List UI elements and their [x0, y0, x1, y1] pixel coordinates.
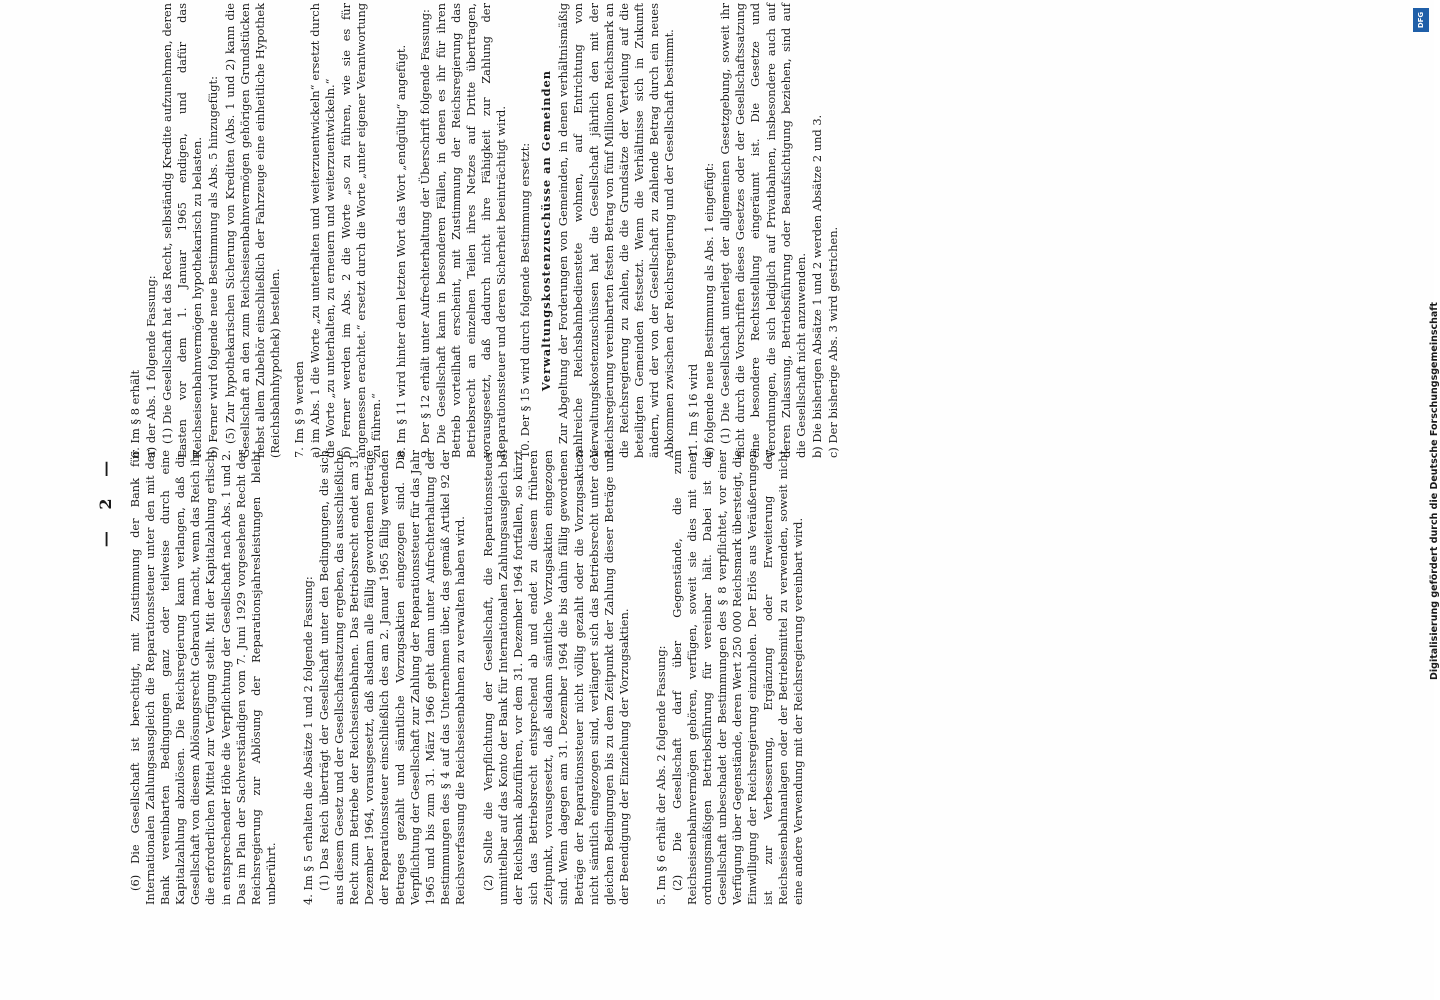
- paragraph: Die Gesellschaft kann in besonderen Fällen, in denen es ihr für ihren Betrieb vorteilhaft erscheint, mit Zustimmung der Reichsregierung das Betriebsrecht an einzelnen Teilen ihres Netzes auf Dritte übertragen, vorausgesetzt, daß dadurch nicht ihre Fähigkeit zur Zahlung der Reparationssteuer und deren Sicherheit beeinträchtigt wird.: [433, 3, 509, 458]
- paragraph: b) Ferner werden im Abs. 2 die Worte „so zu führen, wie sie es für angemessen erachtet.“ ersetzt durch die Worte „unter eigener Verantwortung zu führen.“: [339, 3, 384, 458]
- paragraph: b) Die bisherigen Absätze 1 und 2 werden Absätze 2 und 3.: [809, 114, 824, 458]
- paragraph: (1) Die Gesellschaft unterliegt der allgemeinen Gesetzgebung, soweit ihr nicht durch die Vorschriften dieses Gesetzes oder der Gesellschaftssatzung eine besondere Rechtsstellung eingeräumt ist. Die Gesetze und Verordnungen, die sich lediglich auf Privatbahnen, insbesondere auch auf deren Zulassung, Betriebsführung oder Beaufsichtigung beziehen, sind auf die Gesellschaft nicht anzuwenden.: [718, 3, 808, 458]
- right-text-column: [128, 3, 842, 458]
- section-heading: Verwaltungskostenzuschüsse an Gemeinden: [539, 69, 554, 392]
- paragraph: (1) Die Gesellschaft hat das Recht, selbständig Kredite aufzunehmen, deren Lasten vor dem 1. Januar 1965 endigen, und dafür das Reichseisenbahnvermögen hypothekarisch zu belasten.: [160, 3, 205, 458]
- paragraph-gap: [469, 450, 481, 905]
- paragraph: 7. Im § 9 werden: [291, 361, 306, 458]
- paragraph: 6. Im § 8 erhält: [128, 369, 142, 458]
- paragraph: b) Ferner wird folgende neue Bestimmung als Abs. 5 hinzugefügt:: [206, 76, 221, 458]
- dfg-caption-wrap: [1412, 0, 1440, 1000]
- paragraph: 11. Im § 16 wird: [686, 363, 701, 458]
- page-number: — 2 —: [96, 452, 115, 548]
- paragraph: c) Der bisherige Abs. 3 wird gestrichen.: [825, 226, 840, 458]
- dfg-sidebar: [1410, 0, 1440, 1000]
- paragraph: Zur Abgeltung der Forderungen von Gemeinden, in denen verhältnismäßig zahlreiche Reichsbahnbedienstete wohnen, auf Entrichtung von Verwaltungskostenzuschüssen hat die Gesellschaft jährlich den mit der Reichsregierung vereinbarten festen Betrag von fünf Millionen Reichsmark an die Reichsregierung zu zahlen, die die Grundsätze der Verteilung auf die beteiligten Gemeinden festsetzt. Wenn die Verhältnisse sich in Zukunft ändern, wird der von der Gesellschaft zu zahlende Betrag durch ein neues Abkommen zwischen der Reichsregierung und der Gesellschaft bestimmt.: [556, 3, 676, 458]
- dfg-caption: Digitalisierung gefördert durch die Deutsche Forschungsgemeinschaft: [1429, 302, 1440, 680]
- paragraph: (1) Das Reich überträgt der Gesellschaft unter den Bedingungen, die sich aus diesem Gesetz und der Gesellschaftssatzung ergeben, das ausschließliche Recht zum Betriebe der Reichseisenbahnen. Das Betriebsrecht endet am 31. Dezember 1964, vorausgesetzt, daß alsdann alle fällig gewordenen Beträge der Reparationssteuer einschließlich des am 2. Januar 1965 fällig werdenden Betrages gezahlt und sämtliche Vorzugsaktien eingezogen sind. Die Verpflichtung der Gesellschaft zur Zahlung der Reparationssteuer für das Jahr 1965 und bis zum 31. März 1966 geht dann unter Aufrechterhaltung der Bestimmungen des § 4 auf das Unternehmen über, das gemäß Artikel 92 der Reichsverfassung die Reichseisenbahnen zu verwalten haben wird.: [317, 450, 467, 905]
- paragraph-gap: [633, 450, 645, 905]
- paragraph: a) der Abs. 1 folgende Fassung:: [144, 275, 159, 458]
- paragraph: 9. Der § 12 erhält unter Aufrechterhaltung der Überschrift folgende Fassung:: [417, 9, 432, 458]
- paragraph: (6) Die Gesellschaft ist berechtigt, mit Zustimmung der Bank für Internationalen Zahlungsausgleich die Reparationssteuer unter den mit der Bank vereinbarten Bedingungen ganz oder teilweise durch eine Kapitalzahlung abzulösen. Die Reichsregierung kann verlangen, daß die Gesellschaft von diesem Ablösungsrecht Gebrauch macht, wenn das Reich ihr die erforderlichen Mittel zur Verfügung stellt. Mit der Kapitalzahlung erlischt in entsprechender Höhe die Verpflichtung der Gesellschaft nach Abs. 1 und 2. Das im Plan der Sachverständigen vom 7. Juni 1929 vorgesehene Recht der Reichsregierung zur Ablösung der Reparationsjahresleistungen bleibt unberührt.: [128, 450, 278, 905]
- paragraph: a) folgende neue Bestimmung als Abs. 1 eingefügt:: [702, 162, 717, 458]
- paragraph: 5. Im § 6 erhält der Abs. 2 folgende Fassung:: [653, 645, 668, 905]
- paragraph: (2) Sollte die Verpflichtung der Gesellschaft, die Reparationssteuer unmittelbar auf das Konto der Bank für Internationalen Zahlungsausgleich bei der Reichsbank abzuführen, vor dem 31. Dezember 1964 fortfallen, so kürzt sich das Betriebsrecht entsprechend ab und endet zu diesem früheren Zeitpunkt, vorausgesetzt, daß alsdann sämtliche Vorzugsaktien eingezogen sind. Wenn dagegen am 31. Dezember 1964 die bis dahin fällig gewordenen Beträge der Reparationssteuer nicht völlig gezahlt oder die Vorzugsaktien nicht sämtlich eingezogen sind, verlängert sich das Betriebsrecht unter den gleichen Bedingungen bis zu dem Zeitpunkt der Zahlung dieser Beträge und der Beendigung der Einziehung der Vorzugsaktien.: [480, 450, 631, 905]
- paragraph: 4. Im § 5 erhalten die Absätze 1 und 2 folgende Fassung:: [300, 576, 315, 905]
- left-text-column: [128, 450, 807, 905]
- paragraph: 10. Der § 15 wird durch folgende Bestimmung ersetzt:: [518, 142, 533, 458]
- paragraph: a) im Abs. 1 die Worte „zu unterhalten und weiterzuentwickeln“ ersetzt durch die Worte „zu unterhalten, zu erneuern und weiterzuentwickeln.“: [308, 3, 338, 458]
- paragraph: (5) Zur hypothekarischen Sicherung von Krediten (Abs. 1 und 2) kann die Gesellschaft an den zum Reichseisenbahnvermögen gehörigen Grundstücken nebst allem Zubehör einschließlich der Fahrzeuge eine einheitliche Hypothek (Reichsbahnhypothek) bestellen.: [222, 3, 282, 458]
- paragraph-gap: [280, 450, 292, 905]
- dfg-logo-icon: DFG: [1413, 8, 1429, 32]
- paragraph: (2) Die Gesellschaft darf über Gegenstände, die zum Reichseisenbahnvermögen gehören, verfügen, soweit sie dies mit einer ordnungsmäßigen Betriebsführung für vereinbar hält. Dabei ist die Gesellschaft unbeschadet der Bestimmungen des § 8 verpflichtet, vor einer Verfügung über Gegenstände, deren Wert 250 000 Reichsmark übersteigt, die Einwilligung der Reichsregierung einzuholen. Der Erlös aus Veräußerungen ist zur Verbesserung, Ergänzung oder Erweiterung der Reichseisenbahnanlagen oder der Betriebsmittel zu verwenden, soweit nicht eine andere Verwendung mit der Reichsregierung vereinbart wird.: [670, 450, 805, 905]
- paragraph: 8. Im § 11 wird hinter dem letzten Wort das Wort „endgültig“ angefügt.: [393, 44, 408, 458]
